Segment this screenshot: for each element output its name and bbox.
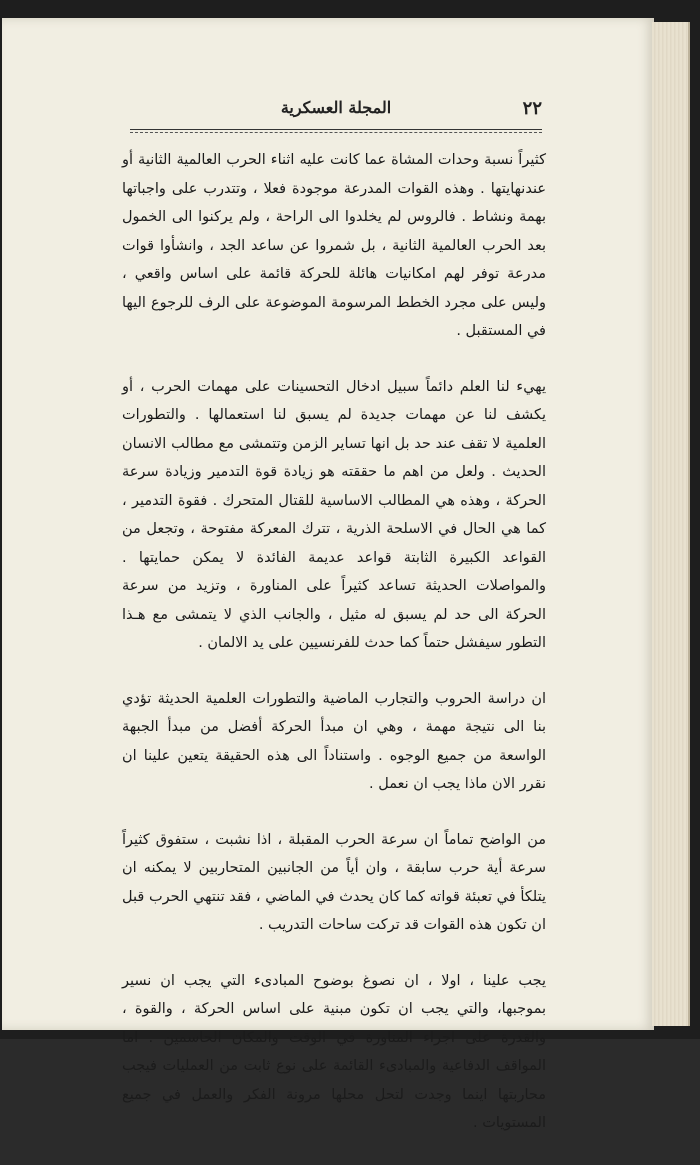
header-rule <box>130 129 542 130</box>
paragraph-1: كثيراً نسبة وحدات المشاة عما كانت عليه اثناء الحرب العالمية الثانية أو عندنهايتها . وهذه القوات المدرعة موجودة فعلا ، وتتدرب على واجباتها بهمة ونشاط . فالروس لم يخلدوا الى الراحة ، ولم يركنوا الى الخمول بعد الحرب العالمية الثانية ، بل شمروا عن ساعد الجد ، وانشأوا قوات مدرعة توفر لهم امكانيات هائلة للحركة قائمة على اساس واقعي ، وليس على مجرد الخطط المرسومة الموضوعة على الرف للرجوع اليها في المستقبل . <box>122 152 546 339</box>
header-rule-dashed <box>130 132 542 133</box>
paragraph-2: يهيء لنا العلم دائماً سبيل ادخال التحسينات على مهمات الحرب ، أو يكشف لنا عن مهمات جديدة لم يسبق لنا استعمالها . والتطورات العلمية لا تقف عند حد بل انها تساير الزمن وتتمشى مع مطالب الانسان الحديث . ولعل من اهم ما حققته هو زيادة قوة التدمير وزيادة سرعة الحركة ، وهذه هي المطالب الاساسية للقتال المتحرك . فقوة التدمير ، كما هي الحال في الاسلحة الذرية ، تترك المعركة مفتوحة ، وتجعل من القواعد الكبيرة الثابتة قواعد عديمة الفائدة لا يمكن حمايتها . والمواصلات الحديثة تساعد كثيراً على المناورة ، وتزيد من سرعة الحركة الى حد لم يسبق له مثيل ، والجانب الذي لا يتمشى مع هـذا التطور سيفشل حتماً كما حدث للفرنسيين على يد الالمان . <box>122 378 546 651</box>
book-page-edges <box>652 22 690 1026</box>
page-header <box>130 98 542 128</box>
article-body <box>122 146 546 1165</box>
running-title: المجلة العسكرية <box>280 98 392 117</box>
paragraph-3: ان دراسة الحروب والتجارب الماضية والتطورات العلمية الحديثة تؤدي بنا الى نتيجة مهمة ، وهي ان مبدأ الحركة أفضل من مبدأ الجبهة الواسعة من جميع الوجوه . واستناداً الى هذه الحقيقة يتعين علينا ان نقرر الان ماذا يجب ان نعمل . <box>122 690 546 792</box>
page-number: ٢٢ <box>522 98 542 119</box>
paragraph-5: يجب علينا ، اولا ، ان نصوغ بوضوح المبادىء التي يجب ان نسير بموجبها، والتي يجب ان تكون مبنية على اساس الحركة ، والقوة ، والقدرة على اجراء المناورة في الوقت والمكان الحاسمين . اما المواقف الدفاعية والمبادىء القائمة على نوع ثابت من العمليات فيجب محاربتها اينما وجدت لتحل محلها مرونة الفكر والعمل في جميع المستويات . <box>122 972 546 1131</box>
paragraph-4: من الواضح تماماً ان سرعة الحرب المقبلة ، اذا نشبت ، ستفوق كثيراً سرعة أية حرب سابقة ، وان أياً من الجانبين المتحاربين لا يمكنه ان يتلكأ في تعبئة قواته كما كان يحدث في الماضي ، فقد تنتهي الحرب قبل ان تكون هذه القوات قد تركت ساحات التدريب . <box>122 831 546 933</box>
